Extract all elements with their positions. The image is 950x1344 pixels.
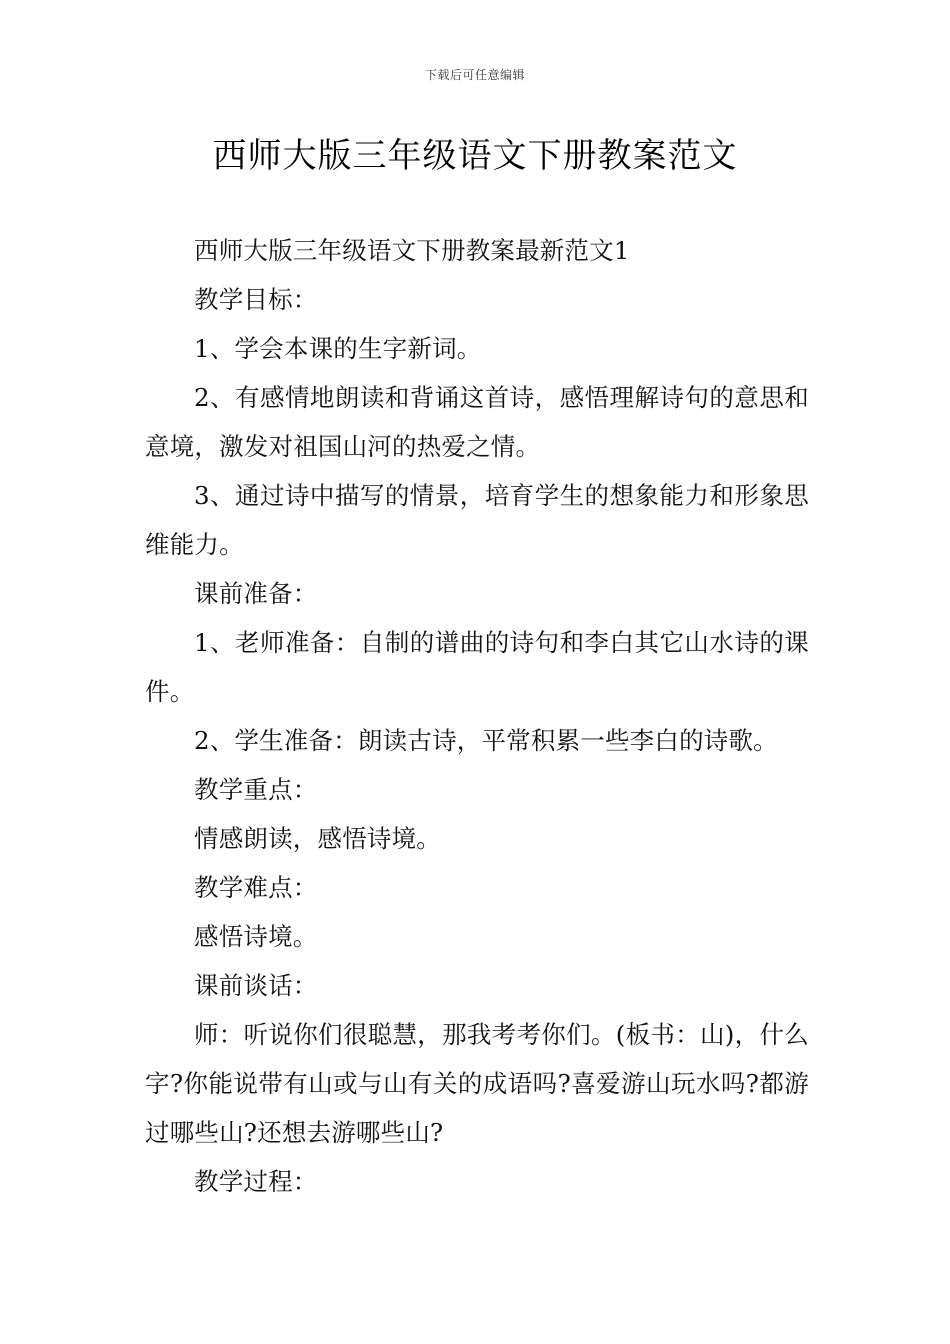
paragraph-key-points: 情感朗读，感悟诗境。 xyxy=(194,824,441,853)
paragraph-heading-difficulties: 教学难点： xyxy=(194,873,318,902)
paragraph-preparation-2: 2、学生准备：朗读古诗，平常积累一些李白的诗歌。 xyxy=(194,726,778,755)
paragraph-objective-1: 1、学会本课的生字新词。 xyxy=(194,334,482,363)
header-note: 下载后可任意编辑 xyxy=(424,68,525,82)
paragraph-heading-preparation: 课前准备： xyxy=(194,579,318,608)
paragraph-preparation-1: 1、老师准备：自制的谱曲的诗句和李白其它山水诗的课件。 xyxy=(145,628,809,706)
document-title: 西师大版三年级语文下册教案范文 xyxy=(212,136,738,176)
paragraph-heading-pre-class-talk: 课前谈话： xyxy=(194,971,318,1000)
paragraph-objective-3: 3、通过诗中描写的情景，培育学生的想象能力和形象思维能力。 xyxy=(145,481,809,559)
document-body xyxy=(145,226,809,1206)
paragraph-heading-objectives: 教学目标： xyxy=(194,285,318,314)
paragraph-difficulties: 感悟诗境。 xyxy=(194,922,318,951)
paragraph-pre-class-talk: 师：听说你们很聪慧，那我考考你们。(板书：山)，什么字?你能说带有山或与山有关的成语吗?喜爱游山玩水吗?都游过哪些山?还想去游哪些山? xyxy=(145,1020,809,1147)
paragraph-objective-2: 2、有感情地朗读和背诵这首诗，感悟理解诗句的意思和意境，激发对祖国山河的热爱之情。 xyxy=(145,383,809,461)
paragraph-subtitle: 西师大版三年级语文下册教案最新范文1 xyxy=(194,236,630,265)
paragraph-heading-process: 教学过程： xyxy=(194,1167,318,1196)
paragraph-heading-key-points: 教学重点： xyxy=(194,775,318,804)
